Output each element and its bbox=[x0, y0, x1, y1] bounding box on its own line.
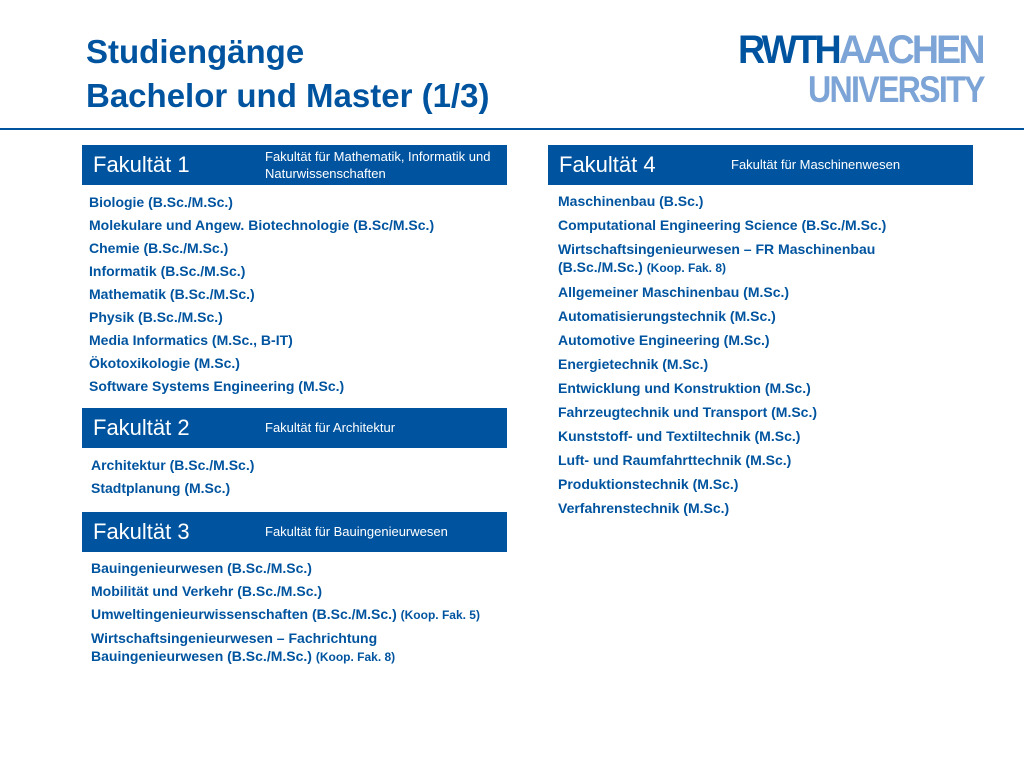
faculty-4-name: Fakultät für Maschinenwesen bbox=[731, 157, 901, 172]
title-line-1: Studiengänge bbox=[86, 33, 305, 70]
faculty-1-name: Fakultät für Mathematik, Informatik und Naturwissenschaften bbox=[265, 149, 491, 181]
faculty-2-header bbox=[82, 408, 507, 448]
faculty-3-name: Fakultät für Bauingenieurwesen bbox=[265, 524, 448, 539]
faculty-3-label: Fakultät 3 bbox=[93, 519, 190, 544]
course-item: Mobilität und Verkehr (B.Sc./M.Sc.) bbox=[91, 583, 323, 599]
faculty-1-header bbox=[82, 145, 507, 185]
faculty-2-label: Fakultät 2 bbox=[93, 415, 190, 440]
course-item: Molekulare und Angew. Biotechnologie (B.Sc/M.Sc.) bbox=[89, 217, 435, 233]
cooperation-note: (Koop. Fak. 8) bbox=[315, 650, 396, 664]
course-item: Allgemeiner Maschinenbau (M.Sc.) bbox=[558, 284, 790, 300]
cooperation-note: (Koop. Fak. 5) bbox=[400, 608, 480, 622]
course-item: Luft- und Raumfahrttechnik (M.Sc.) bbox=[558, 452, 792, 468]
course-item: Mathematik (B.Sc./M.Sc.) bbox=[89, 286, 255, 302]
course-item: Produktionstechnik (M.Sc.) bbox=[558, 476, 739, 492]
course-item: Energietechnik (M.Sc.) bbox=[558, 356, 709, 372]
course-item: Ökotoxikologie (M.Sc.) bbox=[89, 355, 240, 371]
faculty-4-header bbox=[548, 145, 973, 185]
title-line-2: Bachelor und Master (1/3) bbox=[86, 77, 490, 114]
course-item: Fahrzeugtechnik und Transport (M.Sc.) bbox=[558, 404, 818, 420]
logo-aachen: AACHEN bbox=[838, 28, 983, 72]
header-divider bbox=[0, 128, 1024, 130]
faculty-2-course-list bbox=[91, 454, 507, 500]
faculty-3-course-list bbox=[91, 559, 501, 666]
faculty-3-header bbox=[82, 512, 507, 552]
course-item: Automotive Engineering (M.Sc.) bbox=[558, 332, 770, 348]
faculty-4-course-list bbox=[558, 192, 973, 517]
course-item: Physik (B.Sc./M.Sc.) bbox=[89, 309, 223, 325]
logo-line-1 bbox=[738, 28, 983, 72]
course-item: Maschinenbau (B.Sc.) bbox=[558, 193, 704, 209]
course-item: Architektur (B.Sc./M.Sc.) bbox=[91, 457, 255, 473]
course-item: Biologie (B.Sc./M.Sc.) bbox=[89, 194, 233, 210]
faculty-1-label: Fakultät 1 bbox=[93, 152, 190, 177]
course-item: Software Systems Engineering (M.Sc.) bbox=[89, 378, 345, 394]
logo-rwth: RWTH bbox=[738, 28, 839, 72]
course-item: Media Informatics (M.Sc., B-IT) bbox=[89, 332, 293, 348]
course-item: Umweltingenieurwissenschaften (B.Sc./M.Sc.) (Koop. Fak. 5) bbox=[91, 606, 480, 622]
course-item: Verfahrenstechnik (M.Sc.) bbox=[558, 500, 730, 516]
course-item: Chemie (B.Sc./M.Sc.) bbox=[89, 240, 229, 256]
logo-university: UNIVERSITY bbox=[808, 69, 984, 110]
course-item: Computational Engineering Science (B.Sc./M.Sc.) bbox=[558, 217, 887, 233]
page-title bbox=[86, 30, 489, 118]
rwth-logo bbox=[738, 28, 1000, 110]
course-item: Kunststoff- und Textiltechnik (M.Sc.) bbox=[558, 428, 801, 444]
faculty-2-name: Fakultät für Architektur bbox=[265, 420, 396, 435]
course-item: Bauingenieurwesen (B.Sc./M.Sc.) bbox=[91, 560, 312, 576]
cooperation-note: (Koop. Fak. 8) bbox=[646, 261, 727, 275]
faculty-4-label: Fakultät 4 bbox=[559, 152, 656, 177]
course-item: Wirtschaftsingenieurwesen – FR Maschinenbau (B.Sc./M.Sc.) (Koop. Fak. 8) bbox=[558, 241, 876, 275]
course-item: Informatik (B.Sc./M.Sc.) bbox=[89, 263, 246, 279]
course-item: Wirtschaftsingenieurwesen – Fachrichtung Bauingenieurwesen (B.Sc./M.Sc.) (Koop. Fak. 8) bbox=[91, 630, 396, 664]
course-item: Automatisierungstechnik (M.Sc.) bbox=[558, 308, 776, 324]
course-item: Stadtplanung (M.Sc.) bbox=[91, 480, 231, 496]
faculty-1-course-list bbox=[89, 191, 509, 398]
course-item: Entwicklung und Konstruktion (M.Sc.) bbox=[558, 380, 811, 396]
